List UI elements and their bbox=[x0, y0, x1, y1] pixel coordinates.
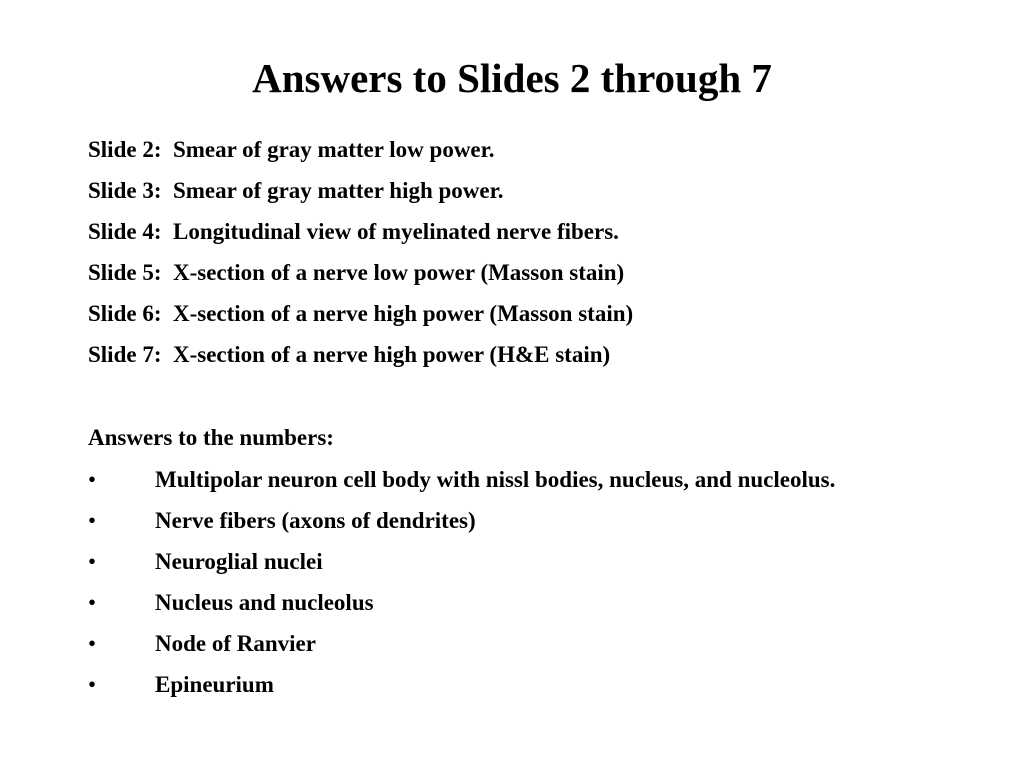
bullet-icon: • bbox=[88, 549, 97, 574]
slide-answer-line: Slide 4: Longitudinal view of myelinated nerve fibers. bbox=[88, 219, 619, 244]
slide-answer-line: Slide 3: Smear of gray matter high power. bbox=[88, 178, 504, 203]
answer-item bbox=[88, 627, 908, 661]
answer-text: Nerve fibers (axons of dendrites) bbox=[155, 508, 476, 533]
answer-text: Epineurium bbox=[155, 672, 274, 697]
bullet-icon: • bbox=[88, 590, 97, 615]
slide-title: Answers to Slides 2 through 7 bbox=[252, 55, 772, 101]
bullet-icon: • bbox=[88, 672, 97, 697]
answer-text: Multipolar neuron cell body with nissl bodies, nucleus, and nucleolus. bbox=[155, 467, 836, 492]
answer-item bbox=[88, 463, 908, 497]
answer-text: Neuroglial nuclei bbox=[155, 549, 323, 574]
answers-heading: Answers to the numbers: bbox=[88, 425, 334, 450]
answer-item bbox=[88, 545, 908, 579]
slide-answer-line: Slide 5: X-section of a nerve low power (Masson stain) bbox=[88, 260, 625, 285]
numbered-answers-list bbox=[88, 463, 908, 709]
slide-answer-line: Slide 6: X-section of a nerve high power (Masson stain) bbox=[88, 301, 634, 326]
slide-answer-line: Slide 7: X-section of a nerve high power (H&E stain) bbox=[88, 342, 611, 367]
slide-answer-line: Slide 2: Smear of gray matter low power. bbox=[88, 137, 495, 162]
answer-item bbox=[88, 504, 908, 538]
answer-text: Node of Ranvier bbox=[155, 631, 316, 656]
answer-text: Nucleus and nucleolus bbox=[155, 590, 374, 615]
answer-item bbox=[88, 668, 908, 702]
bullet-icon: • bbox=[88, 467, 97, 492]
bullet-icon: • bbox=[88, 631, 97, 656]
answer-item bbox=[88, 586, 908, 620]
bullet-icon: • bbox=[88, 508, 97, 533]
slide-answer-list bbox=[88, 135, 988, 381]
